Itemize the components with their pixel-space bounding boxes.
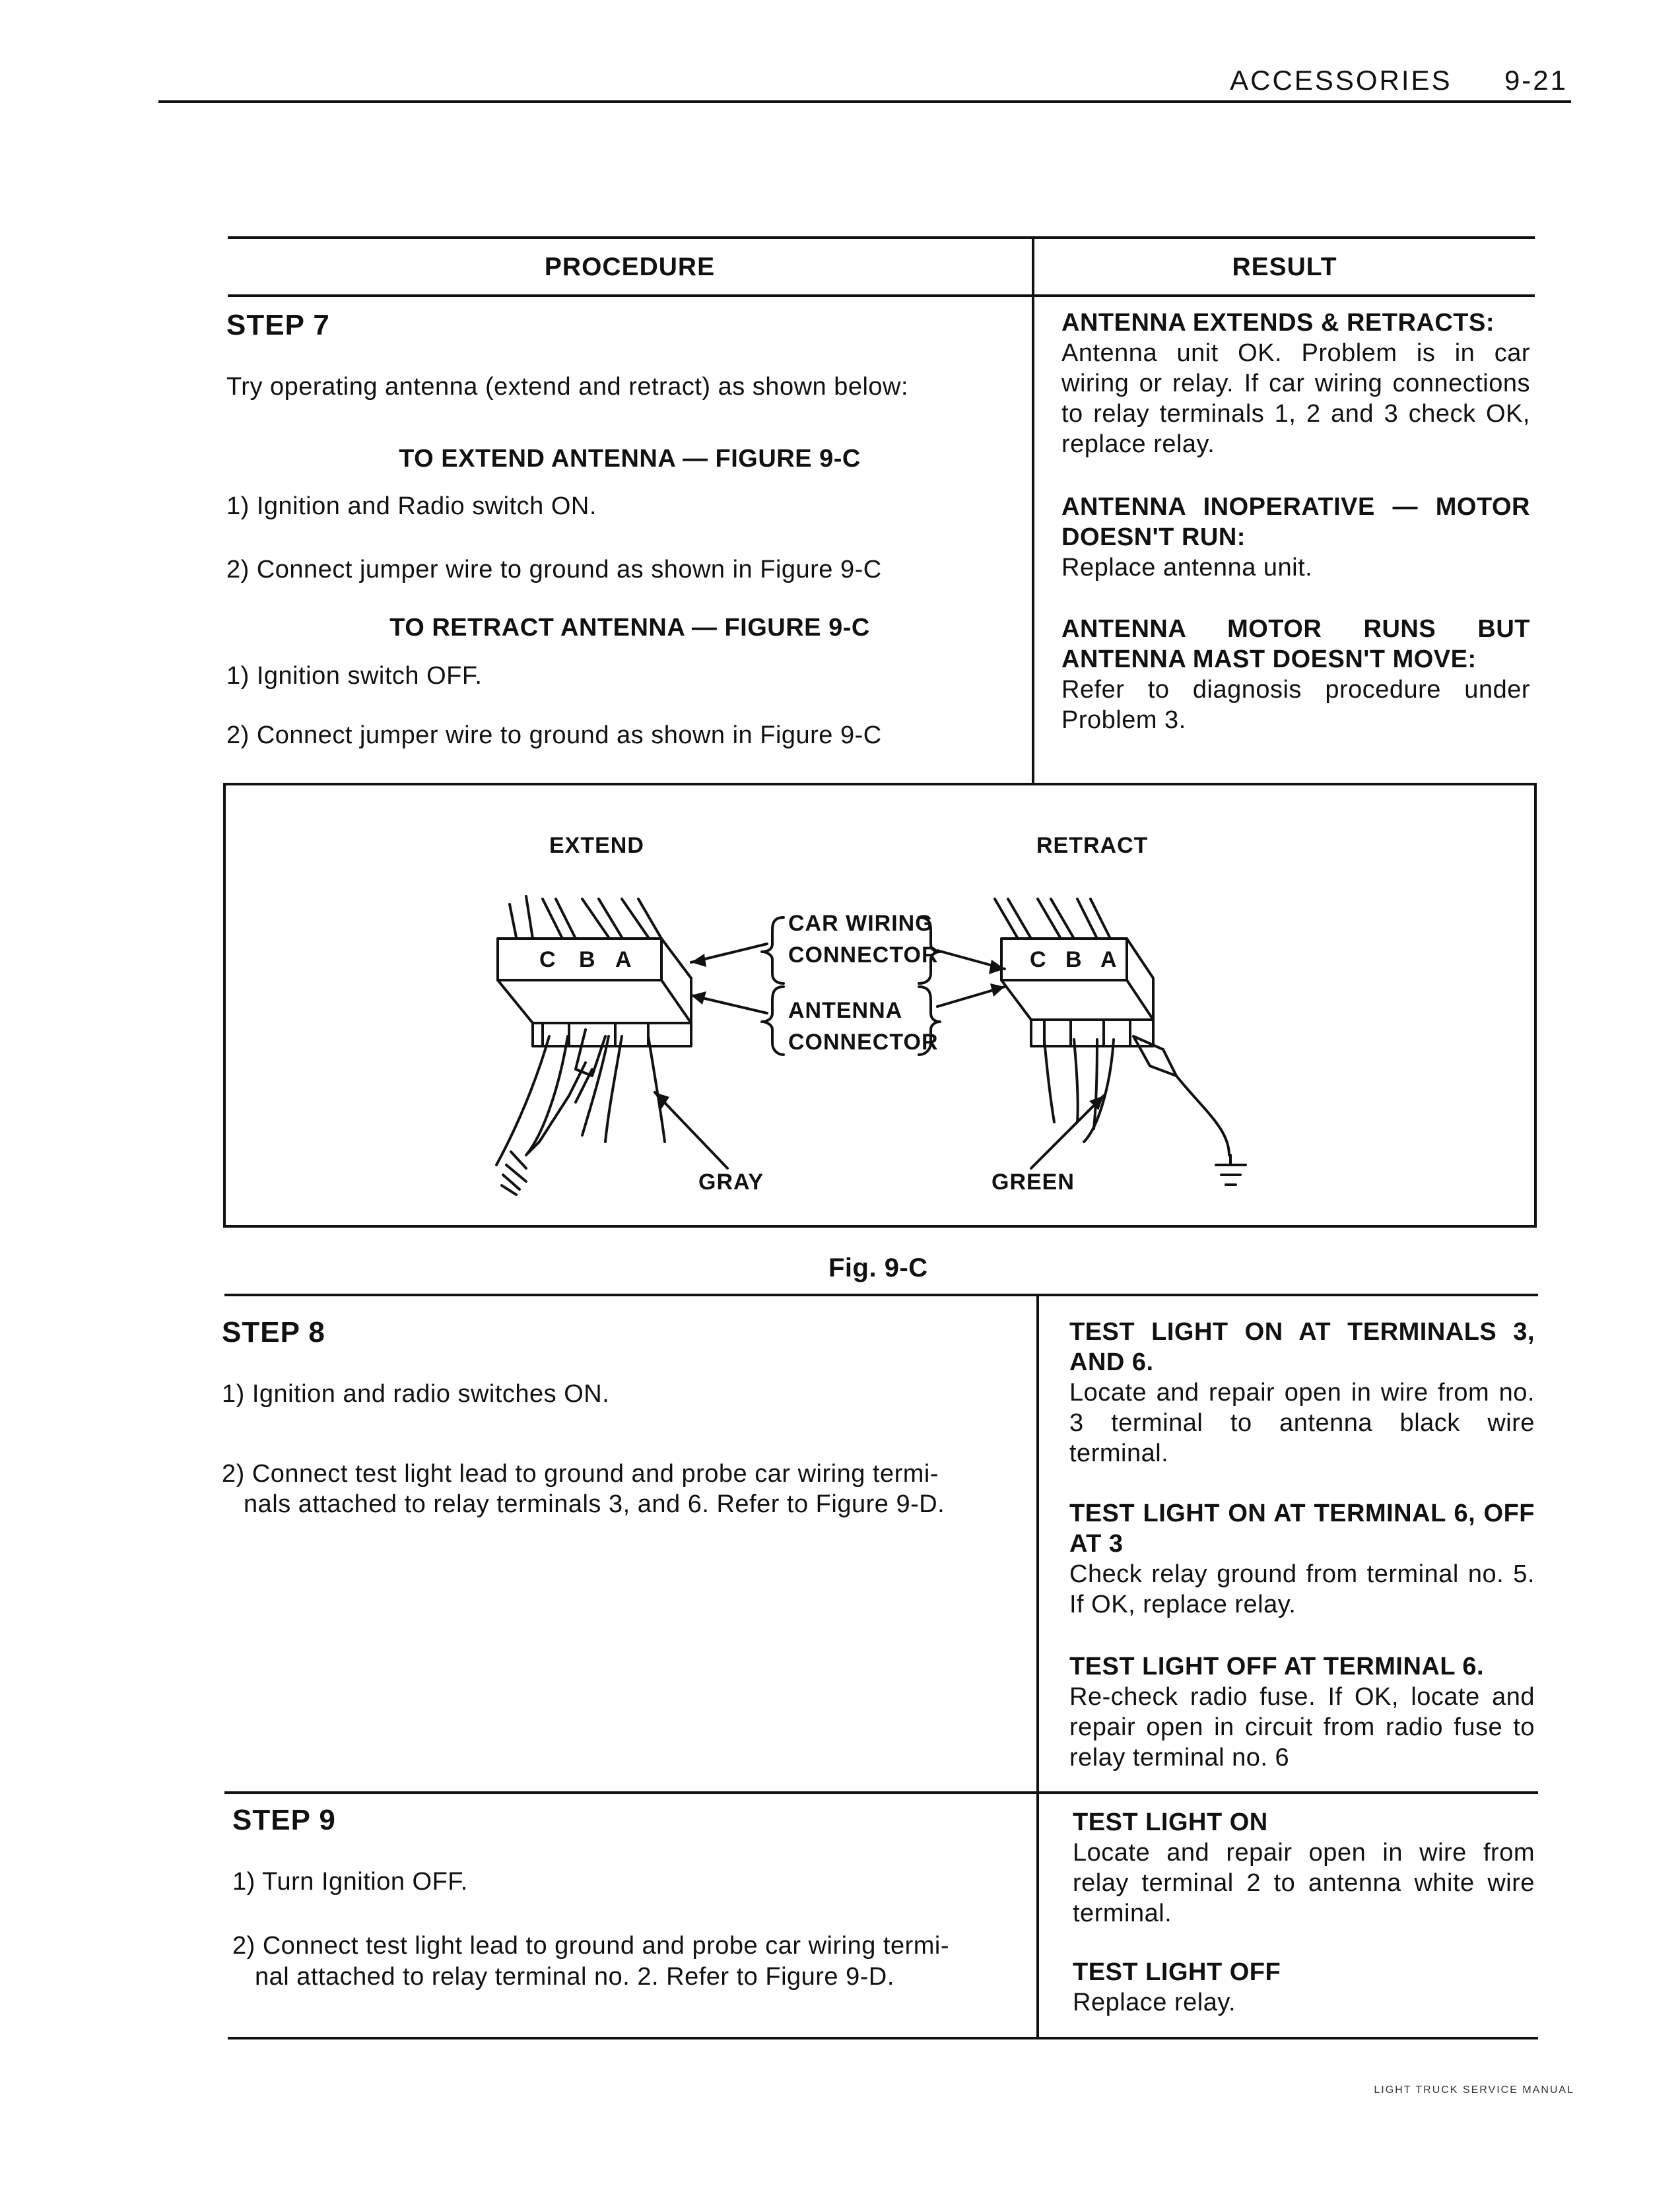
figure-caption: Fig. 9-C <box>828 1253 928 1282</box>
extend-step-1: 1) Ignition and Radio switch ON. <box>226 492 597 520</box>
extend-heading: TO EXTEND ANTENNA — FIGURE 9-C <box>399 445 861 473</box>
table2-mid-rule <box>224 1791 1538 1794</box>
step-9-item-2-line2: nal attached to relay terminal no. 2. Refer to Figure 9-D. <box>255 1963 894 1991</box>
left-terminal-a: A <box>615 947 632 972</box>
step-7-title: STEP 7 <box>226 309 330 341</box>
result-title: TEST LIGHT OFF <box>1073 1958 1281 1986</box>
result-title: TEST LIGHT OFF AT TERMINAL 6. <box>1069 1653 1485 1680</box>
table1-header-rule <box>228 294 1535 297</box>
result-terminals-3-and-6 <box>1069 1317 1535 1469</box>
figure-9c-frame <box>223 783 1537 1228</box>
procedure-column-header: PROCEDURE <box>544 253 716 281</box>
result-test-light-off <box>1073 1957 1535 2018</box>
header-rule <box>158 100 1571 103</box>
right-terminal-c: C <box>1030 947 1047 972</box>
result-title: ANTENNA EXTENDS & RETRACTS: <box>1061 309 1495 337</box>
car-wiring-label-line2: CONNECTOR <box>788 943 939 968</box>
extend-label: EXTEND <box>549 833 644 858</box>
antenna-label-line1: ANTENNA <box>788 998 903 1023</box>
step-9-item-1: 1) Turn Ignition OFF. <box>232 1868 468 1896</box>
step-8-item-1: 1) Ignition and radio switches ON. <box>222 1380 610 1408</box>
result-body: Refer to diagnosis procedure under Problem 3. <box>1061 676 1530 734</box>
table2-bottom-rule <box>228 2037 1538 2039</box>
result-body: Replace antenna unit. <box>1061 554 1313 581</box>
step-8-title: STEP 8 <box>222 1316 325 1348</box>
car-wiring-label-line1: CAR WIRING <box>788 911 933 936</box>
retract-step-2: 2) Connect jumper wire to ground as shown in Figure 9-C <box>226 721 882 749</box>
result-test-light-on <box>1073 1807 1535 1929</box>
step-8-item-2-line1: 2) Connect test light lead to ground and probe car wiring termi- <box>222 1460 939 1488</box>
result-body: Antenna unit OK. Problem is in car wiring or relay. If car wiring connections to relay terminals 1, 2 and 3 check OK, replace relay. <box>1061 339 1530 458</box>
result-title: ANTENNA MOTOR RUNS BUT ANTENNA MAST DOESN'T MOVE: <box>1061 615 1530 673</box>
retract-heading: TO RETRACT ANTENNA — FIGURE 9-C <box>389 614 870 642</box>
result-title: ANTENNA INOPERATIVE — MOTOR DOESN'T RUN: <box>1061 493 1530 551</box>
left-terminal-c: C <box>539 947 556 972</box>
table1-column-divider <box>1032 236 1034 783</box>
step-9-item-2-line1: 2) Connect test light lead to ground and probe car wiring termi- <box>232 1932 949 1960</box>
result-motor-doesnt-run <box>1061 492 1530 583</box>
header-page-number: 9-21 <box>1504 65 1568 96</box>
result-column-header: RESULT <box>1232 253 1337 281</box>
result-extends-retracts <box>1061 308 1530 459</box>
table1-top-rule <box>228 236 1535 239</box>
running-header <box>1230 65 1568 96</box>
gray-wire-label: GRAY <box>698 1170 764 1195</box>
step-9-title: STEP 9 <box>232 1804 336 1836</box>
footer-manual-title: LIGHT TRUCK SERVICE MANUAL <box>1374 2084 1574 2096</box>
result-mast-doesnt-move <box>1061 614 1530 735</box>
extend-connector <box>496 896 767 1195</box>
result-terminal-6-off-3 <box>1069 1498 1535 1620</box>
result-terminal-6-off <box>1069 1651 1535 1773</box>
right-terminal-a: A <box>1100 947 1118 972</box>
table2-column-divider <box>1036 1294 1039 2039</box>
result-body: Replace relay. <box>1073 1989 1236 2016</box>
result-body: Locate and repair open in wire from relay terminal 2 to antenna white wire terminal. <box>1073 1839 1535 1927</box>
extend-step-2: 2) Connect jumper wire to ground as shown in Figure 9-C <box>226 556 882 583</box>
result-body: Check relay ground from terminal no. 5. If OK, replace relay. <box>1069 1560 1535 1618</box>
step-7-intro: Try operating antenna (extend and retract) as shown below: <box>226 373 909 401</box>
retract-step-1: 1) Ignition switch OFF. <box>226 662 483 690</box>
table2-top-rule <box>224 1294 1538 1296</box>
header-section: ACCESSORIES <box>1230 65 1452 96</box>
retract-label: RETRACT <box>1036 833 1149 858</box>
result-title: TEST LIGHT ON AT TERMINAL 6, OFF AT 3 <box>1069 1500 1535 1558</box>
green-wire-label: GREEN <box>991 1170 1075 1195</box>
right-terminal-b: B <box>1065 947 1083 972</box>
step-8-item-2-line2: nals attached to relay terminals 3, and 6. Refer to Figure 9-D. <box>244 1490 945 1518</box>
antenna-label-line2: CONNECTOR <box>788 1030 939 1055</box>
result-body: Locate and repair open in wire from no. 3 terminal to antenna black wire terminal. <box>1069 1379 1535 1467</box>
left-terminal-b: B <box>579 947 596 972</box>
retract-connector <box>937 899 1246 1185</box>
result-title: TEST LIGHT ON <box>1073 1808 1268 1836</box>
result-body: Re-check radio fuse. If OK, locate and repair open in circuit from radio fuse to relay terminal no. 6 <box>1069 1683 1535 1772</box>
result-title: TEST LIGHT ON AT TERMINALS 3, AND 6. <box>1069 1318 1535 1376</box>
